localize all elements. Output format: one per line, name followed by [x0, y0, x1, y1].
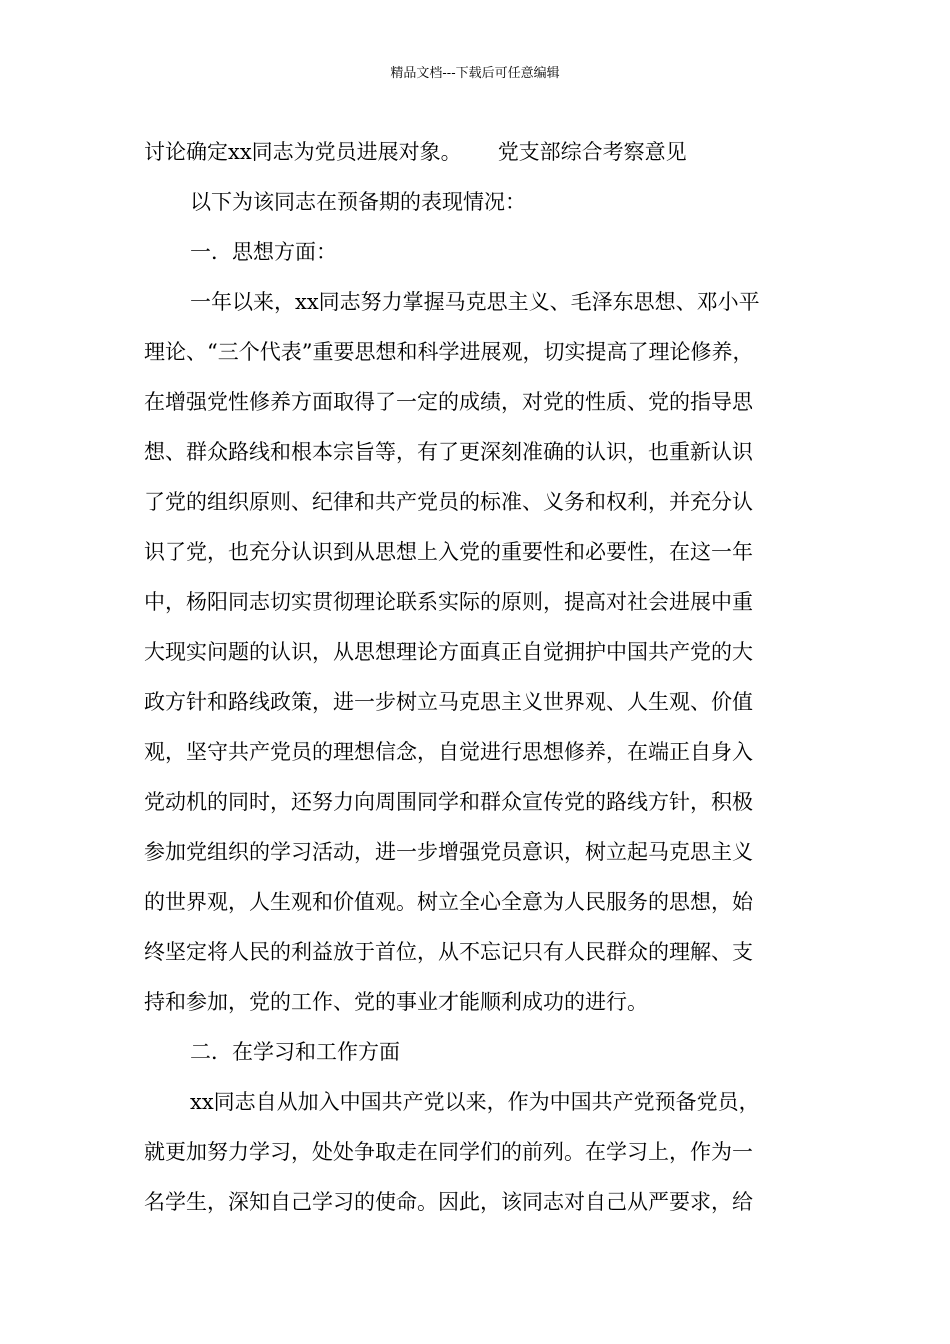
text-line: 参加党组织的学习活动，进一步增强党员意识，树立起马克思主义 — [144, 840, 753, 864]
section-heading: 二．在学习和工作方面 — [190, 1040, 400, 1064]
text-line: 理论、“三个代表”重要思想和科学进展观，切实提高了理论修养， — [144, 340, 754, 364]
document-body — [144, 127, 812, 1227]
text-line: 的世界观，人生观和价值观。树立全心全意为人民服务的思想，始 — [144, 890, 753, 914]
text-line — [144, 127, 812, 177]
page-header: 精品文档---下载后可任意编辑 — [390, 66, 560, 81]
text-line: 终坚定将人民的利益放于首位，从不忘记只有人民群众的理解、支 — [144, 940, 753, 964]
text-line: 一年以来，xx同志努力掌握马克思主义、毛泽东思想、邓小平 — [190, 290, 760, 314]
text-line: 持和参加，党的工作、党的事业才能顺利成功的进行。 — [144, 990, 648, 1014]
text-line: 识了党，也充分认识到从思想上入党的重要性和必要性，在这一年 — [144, 540, 753, 564]
section-heading: 一．思想方面： — [190, 240, 337, 264]
text-line: 以下为该同志在预备期的表现情况： — [190, 190, 526, 214]
text-line: 了党的组织原则、纪律和共产党员的标准、义务和权利，并充分认 — [144, 490, 753, 514]
text-line-part: 讨论确定xx同志为党员进展对象。 — [144, 140, 462, 164]
text-line: 想、群众路线和根本宗旨等，有了更深刻准确的认识，也重新认识 — [144, 440, 753, 464]
text-line: 政方针和路线政策，进一步树立马克思主义世界观、人生观、价值 — [144, 690, 753, 714]
text-line: 观，坚守共产党员的理想信念，自觉进行思想修养，在端正自身入 — [144, 740, 753, 764]
text-line: 就更加努力学习，处处争取走在同学们的前列。在学习上，作为一 — [144, 1140, 753, 1164]
text-line: 在增强党性修养方面取得了一定的成绩，对党的性质、党的指导思 — [144, 390, 753, 414]
text-line: 中，杨阳同志切实贯彻理论联系实际的原则，提高对社会进展中重 — [144, 590, 753, 614]
text-line: 大现实问题的认识，从思想理论方面真正自觉拥护中国共产党的大 — [144, 640, 753, 664]
text-line: xx同志自从加入中国共产党以来，作为中国共产党预备党员， — [190, 1090, 760, 1114]
text-line: 名学生，深知自己学习的使命。因此，该同志对自己从严要求，给 — [144, 1190, 753, 1214]
text-line: 党动机的同时，还努力向周围同学和群众宣传党的路线方针，积极 — [144, 790, 753, 814]
section-title: 党支部综合考察意见 — [497, 140, 687, 164]
